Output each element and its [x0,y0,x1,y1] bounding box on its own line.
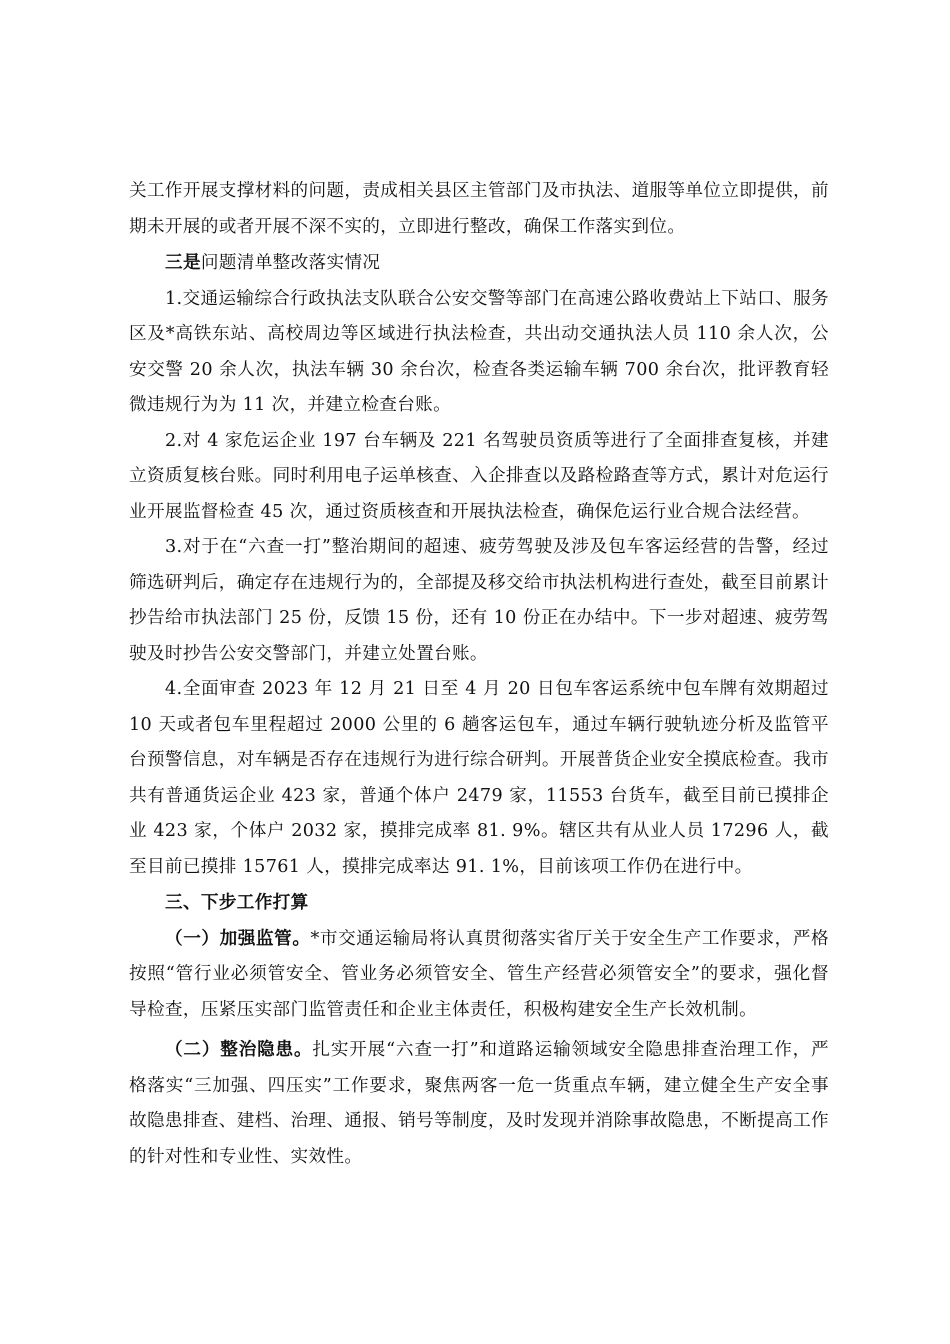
section-heading-text: 问题清单整改落实情况 [200,253,381,273]
paragraph-item-4: 4.全面审查 2023 年 12 月 21 日至 4 月 20 日包车客运系统中包车牌有效期超过 10 天或者包车里程超过 2000 公里的 6 趟客运包车，通过车辆行驶轨迹分析及监管平台预警信息，对车辆是否存在违规行为进行综合研判。开展普货企业安全摸底检查。我市共有普通货运企业 423 家，普通个体户 2479 家，11553 台货车，截至目前已摸排企业 423 家，个体户 2032 家，摸排完成率 81. 9%。辖区共有从业人员 17296 人，截至目前已摸排 15761 人，摸排完成率达 91. 1%，目前该项工作仍在进行中。 [129,679,829,877]
step-1-text: *市交通运输局将认真贯彻落实省厅关于安全生产工作要求，严格按照“管行业必须管安全、管业务必须管安全、管生产经营必须管安全”的要求，强化督导检查，压紧压实部门监管责任和企业主体责任，积极构建安全生产长效机制。 [129,928,829,1020]
section-heading-rectification [129,245,829,282]
step-2-text: 扎实开展“六查一打”和道路运输领域安全隐患排查治理工作，严格落实“三加强、四压实”工作要求，聚焦两客一危一货重点车辆，建立健全生产安全事故隐患排查、建档、治理、通报、销号等制度，及时发现并消除事故隐患，不断提高工作的针对性和专业性、实效性。 [129,1040,829,1167]
step-1-label: （一）加强监管。 [165,927,311,949]
section-heading-next-steps: 三、下步工作打算 [165,892,309,913]
paragraph-continuation: 关工作开展支撑材料的问题，责成相关县区主管部门及市执法、道服等单位立即提供，前期未开展的或者开展不深不实的，立即进行整改，确保工作落实到位。 [129,181,829,237]
document-body [129,174,829,1175]
paragraph-item-3: 3.对于在“六查一打”整治期间的超速、疲劳驾驶及涉及包车客运经营的告警，经过筛选研判后，确定存在违规行为的，全部提及移交给市执法机构进行查处，截至目前累计抄告给市执法部门 25 份，反馈 15 份，还有 10 份正在办结中。下一步对超速、疲劳驾驶及时抄告公安交警部门，并建立处置台账。 [129,537,829,664]
paragraph-item-1: 1.交通运输综合行政执法支队联合公安交警等部门在高速公路收费站上下站口、服务区及*高铁东站、高校周边等区域进行执法检查，共出动交通执法人员 110 余人次，公安交警 20 余人次，执法车辆 30 余台次，检查各类运输车辆 700 余台次，批评教育轻微违规行为为 11 次，并建立检查台账。 [129,288,829,415]
step-2-label: （二）整治隐患。 [165,1039,313,1060]
paragraph-step-1 [129,921,829,1029]
paragraph-step-2 [129,1032,829,1175]
paragraph-item-2: 2.对 4 家危运企业 197 台车辆及 221 名驾驶员资质等进行了全面排查复核，并建立资质复核台账。同时利用电子运单核查、入企排查以及路检路查等方式，累计对危运行业开展监督检查 45 次，通过资质核查和开展执法检查，确保危运行业合规合法经营。 [129,430,829,522]
section-heading-label: 三是 [165,252,201,273]
